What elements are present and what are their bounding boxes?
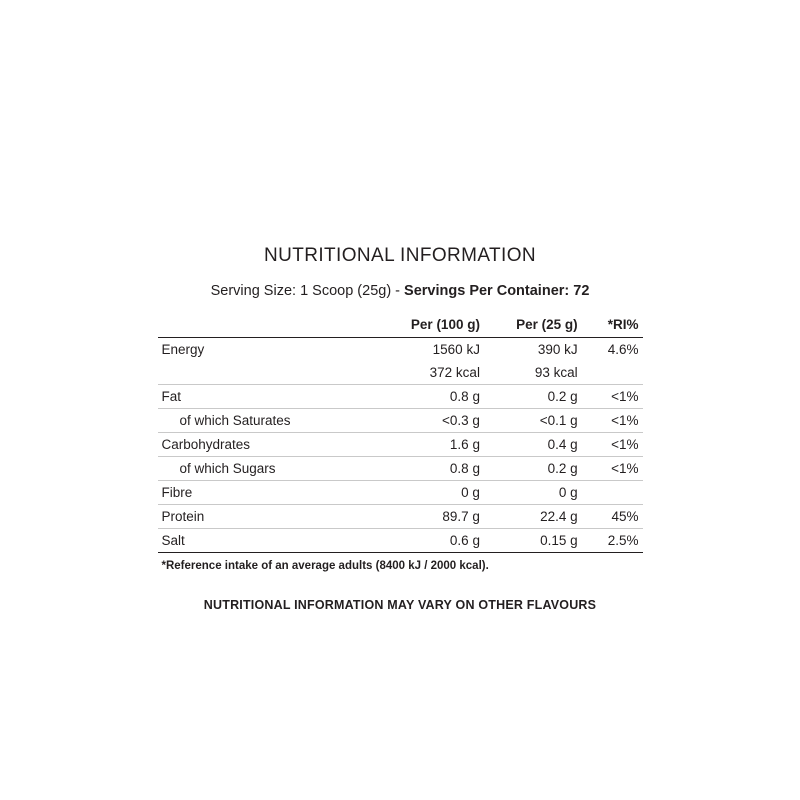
row-per-25g: 93 kcal	[534, 365, 578, 380]
row-label: Fibre	[161, 485, 193, 500]
header-per-25g: Per (25 g)	[516, 317, 578, 332]
servings-per-container-text: Servings Per Container: 72	[404, 283, 590, 299]
row-ri: <1%	[611, 437, 639, 452]
row-label: Protein	[161, 509, 205, 524]
table-row	[158, 481, 643, 505]
row-ri: 4.6%	[607, 342, 639, 357]
flavour-variation-note: NUTRITIONAL INFORMATION MAY VARY ON OTHER FLAVOURS	[203, 598, 597, 612]
row-label: Salt	[161, 533, 185, 548]
row-per-100g: 1.6 g	[449, 437, 480, 452]
row-per-100g: 1560 kJ	[432, 342, 480, 357]
row-per-25g: 0.15 g	[540, 533, 578, 548]
row-per-25g: <0.1 g	[539, 413, 578, 428]
row-ri	[592, 361, 643, 385]
row-per-100g: 372 kcal	[429, 365, 480, 380]
row-ri	[592, 481, 643, 505]
row-per-100g: 89.7 g	[442, 509, 480, 524]
row-label: Energy	[161, 342, 205, 357]
table-row	[158, 457, 643, 481]
row-label: of which Saturates	[179, 413, 291, 428]
row-per-100g: 0 g	[461, 485, 480, 500]
row-per-25g: 0.4 g	[547, 437, 578, 452]
row-label: Carbohydrates	[161, 437, 251, 452]
header-blank	[158, 313, 375, 338]
row-ri: <1%	[611, 389, 639, 404]
row-ri: 45%	[611, 509, 639, 524]
row-label: Fat	[161, 389, 182, 404]
row-per-100g: <0.3 g	[442, 413, 480, 428]
serving-size-text: Serving Size: 1 Scoop (25g) -	[210, 283, 405, 299]
row-per-100g: 0.8 g	[449, 389, 480, 404]
serving-info	[0, 283, 800, 299]
table-header-row	[158, 313, 643, 338]
row-per-100g: 0.6 g	[449, 533, 480, 548]
table-row	[158, 529, 643, 553]
table-row	[158, 361, 643, 385]
row-per-25g: 22.4 g	[540, 509, 578, 524]
nutrition-panel	[0, 245, 800, 612]
nutrition-table	[158, 313, 643, 553]
table-row	[158, 409, 643, 433]
reference-intake-footnote: *Reference intake of an average adults (8400 kJ / 2000 kcal).	[161, 560, 489, 572]
page-title: NUTRITIONAL INFORMATION	[263, 245, 537, 266]
header-ri: *RI%	[607, 317, 639, 332]
header-per-100g: Per (100 g)	[410, 317, 480, 332]
row-per-100g: 0.8 g	[449, 461, 480, 476]
row-label: of which Sugars	[179, 461, 276, 476]
table-row	[158, 433, 643, 457]
row-per-25g: 0.2 g	[547, 461, 578, 476]
table-row	[158, 338, 643, 362]
row-ri: <1%	[611, 413, 639, 428]
row-ri: 2.5%	[607, 533, 639, 548]
row-per-25g: 0 g	[558, 485, 578, 500]
row-per-25g: 0.2 g	[547, 389, 578, 404]
table-row	[158, 385, 643, 409]
row-label	[158, 361, 375, 385]
row-ri: <1%	[611, 461, 639, 476]
table-row	[158, 505, 643, 529]
row-per-25g: 390 kJ	[537, 342, 578, 357]
